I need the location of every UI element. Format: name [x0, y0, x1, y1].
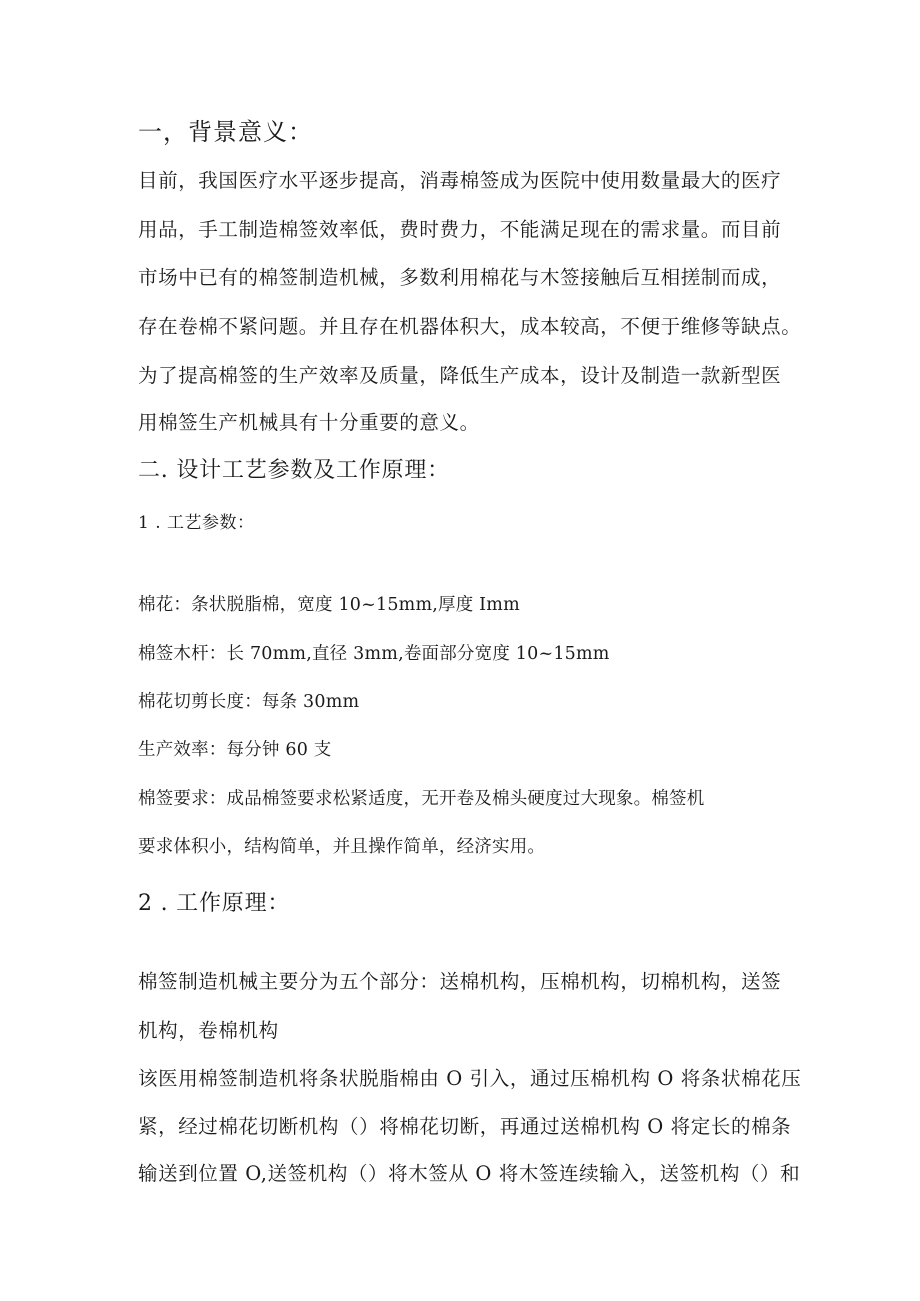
param-item: 棉花切剪长度：每条 30mm [138, 692, 360, 712]
section-heading-design: 二. 设计工艺参数及工作原理： [138, 458, 450, 483]
param-item: 棉花：条状脱脂棉，宽度 10~15mm,厚度 Imm [138, 595, 520, 615]
paragraph-line: 市场中已有的棉签制造机械，多数利用棉花与木签接触后互相搓制而成， [138, 266, 782, 289]
paragraph-line: 用品，手工制造棉签效率低，费时费力，不能满足现在的需求量。而目前 [138, 218, 782, 241]
paragraph-line: 输送到位置 O,送签机构（）将木签从 O 将木签连续输入，送签机构（）和 [138, 1162, 801, 1185]
paragraph-line: 存在卷棉不紧问题。并且存在机器体积大，成本较高，不便于维修等缺点。 [138, 315, 802, 338]
paragraph-line: 为了提高棉签的生产效率及质量，降低生产成本，设计及制造一款新型医 [138, 364, 782, 387]
paragraph-line: 棉签制造机械主要分为五个部分：送棉机构，压棉机构，切棉机构，送签 [138, 970, 782, 993]
paragraph-line: 该医用棉签制造机将条状脱脂棉由 O 引入，通过压棉机构 O 将条状棉花压 [138, 1067, 802, 1090]
paragraph-line: 机构，卷棉机构 [138, 1019, 279, 1042]
paragraph-line: 目前，我国医疗水平逐步提高，消毒棉签成为医院中使用数量最大的医疗 [138, 169, 782, 192]
section-heading-background: 一，背景意义： [138, 118, 313, 146]
param-item: 棉签木杆：长 70mm,直径 3mm,卷面部分宽度 10~15mm [138, 644, 610, 664]
subsection-heading-params: 1 . 工艺参数： [138, 513, 255, 533]
param-item: 要求体积小，结构简单，并且操作简单，经济实用。 [138, 837, 546, 857]
paragraph-line: 紧，经过棉花切断机构（）将棉花切断，再通过送棉机构 O 将定长的棉条 [138, 1115, 792, 1138]
param-item: 生产效率：每分钟 60 支 [138, 740, 332, 760]
param-item: 棉签要求：成品棉签要求松紧适度，无开卷及棉头硬度过大现象。棉签机 [138, 789, 705, 809]
subsection-heading-principle: 2 . 工作原理： [138, 891, 291, 916]
paragraph-line: 用棉签生产机械具有十分重要的意义。 [138, 411, 480, 434]
